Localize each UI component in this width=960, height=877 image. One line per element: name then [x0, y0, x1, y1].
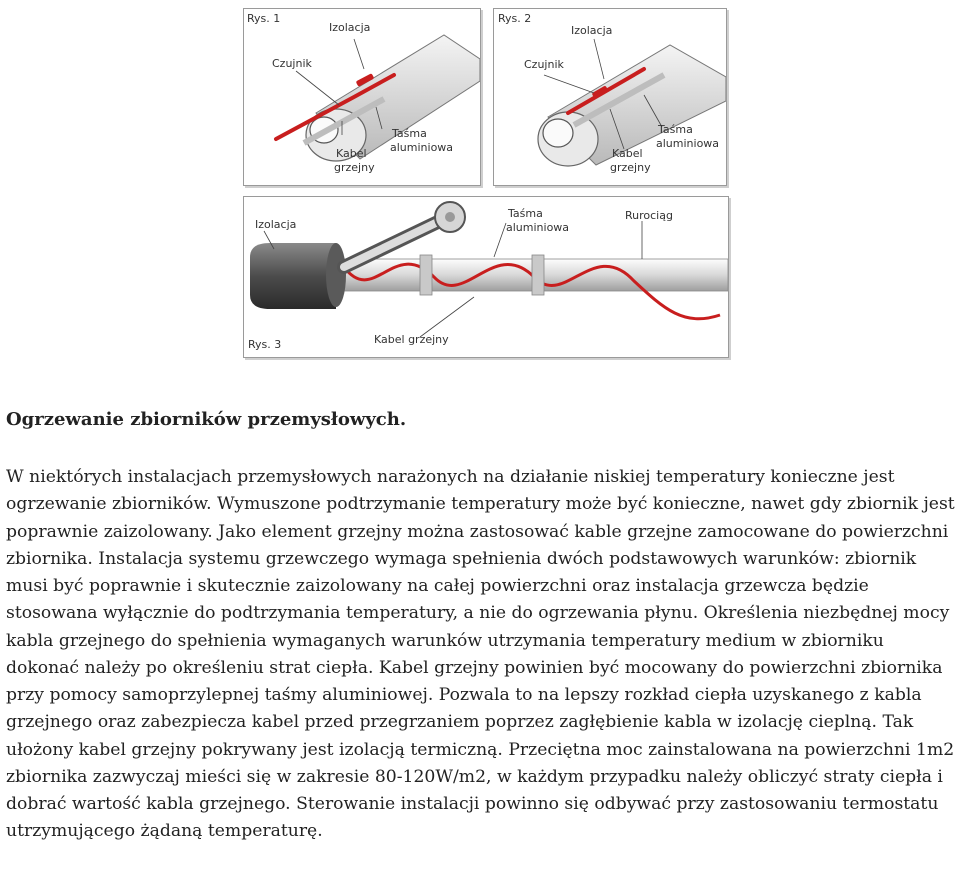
- figure-2-number: Rys. 2: [498, 12, 532, 25]
- figure-3-label-tasma-1: Taśma: [508, 207, 543, 220]
- figure-3-label-kabel: Kabel grzejny: [374, 333, 449, 346]
- figure-3-label-rurociag: Rurociąg: [625, 209, 673, 222]
- tape-roll-dispenser: [344, 202, 465, 267]
- figure-2-label-tasma-2: aluminiowa: [656, 137, 720, 150]
- figure-1-label-kabel-1: Kabel: [336, 147, 367, 160]
- figure-2-label-kabel-2: grzejny: [610, 161, 651, 174]
- figure-2-illustration: [494, 9, 726, 185]
- figure-2-pipe-diagram: [493, 8, 727, 186]
- figure-3-label-tasma-2: aluminiowa: [506, 221, 570, 234]
- figure-3-number: Rys. 3: [248, 338, 282, 351]
- figure-1-label-czujnik: Czujnik: [272, 57, 312, 70]
- figure-2-label-tasma-1: Taśma: [658, 123, 693, 136]
- article-heading: Ogrzewanie zbiorników przemysłowych.: [6, 409, 407, 430]
- figure-1-label-izolacja: Izolacja: [329, 21, 371, 34]
- figure-2-label-kabel-1: Kabel: [612, 147, 643, 160]
- article-body: W niektórych instalacjach przemysłowych narażonych na działanie niskiej temperatury konieczne jest ogrzewanie zbiorników. Wymuszone podtrzymanie temperatury może być konieczne, nawet gdy zbiornik jest poprawnie zaizolowany. Jako element grzejny można zastosować kable grzejne zamocowane do powierzchni zbiornika. Instalacja systemu grzewczego wymaga spełnienia dwóch podstawowych warunków: zbiornik musi być poprawnie i skutecznie zaizolowany na całej powierzchni oraz instalacja grzewcza będzie stosowana wyłącznie do podtrzymania temperatury, a nie do ogrzewania płynu. Określenia niezbędnej mocy kabla grzejnego do spełnienia wymaganych warunków utrzymania temperatury medium w zbiorniku dokonać należy po określeniu strat ciepła. Kabel grzejny powinien być mocowany do powierzchni zbiornika przy pomocy samoprzylepnej taśmy aluminiowej. Pozwala to na lepszy rozkład ciepła uzyskanego z kabla grzejnego oraz zabezpiecza kabel przed przegrzaniem poprzez zagłębienie kabla w izolację cieplną. Tak ułożony kabel grzejny pokrywany jest izolacją termiczną. Przeciętna moc zainstalowana na powierzchni 1m2 zbiornika zazwyczaj mieści się w zakresie 80-120W/m2, w każdym przypadku należy obliczyć straty ciepła i dobrać wartość kabla grzejnego. Sterowanie instalacji powinno się odbywać przy zastosowaniu termostatu utrzymującego żądaną temperaturę.: [6, 467, 955, 842]
- figure-3-illustration: [244, 197, 728, 357]
- figure-3-pipe-diagram: [243, 196, 729, 358]
- figure-1-illustration: [244, 9, 480, 185]
- figure-1-label-tasma-1: Taśma: [392, 127, 427, 140]
- figure-2-label-izolacja: Izolacja: [571, 24, 613, 37]
- figure-1-label-kabel-2: grzejny: [334, 161, 375, 174]
- figure-2-label-czujnik: Czujnik: [524, 58, 564, 71]
- figure-1-label-tasma-2: aluminiowa: [390, 141, 454, 154]
- figure-1-number: Rys. 1: [247, 12, 281, 25]
- figure-1-pipe-diagram: [243, 8, 481, 186]
- figures-area: [0, 0, 960, 370]
- figure-3-label-izolacja: Izolacja: [255, 218, 297, 231]
